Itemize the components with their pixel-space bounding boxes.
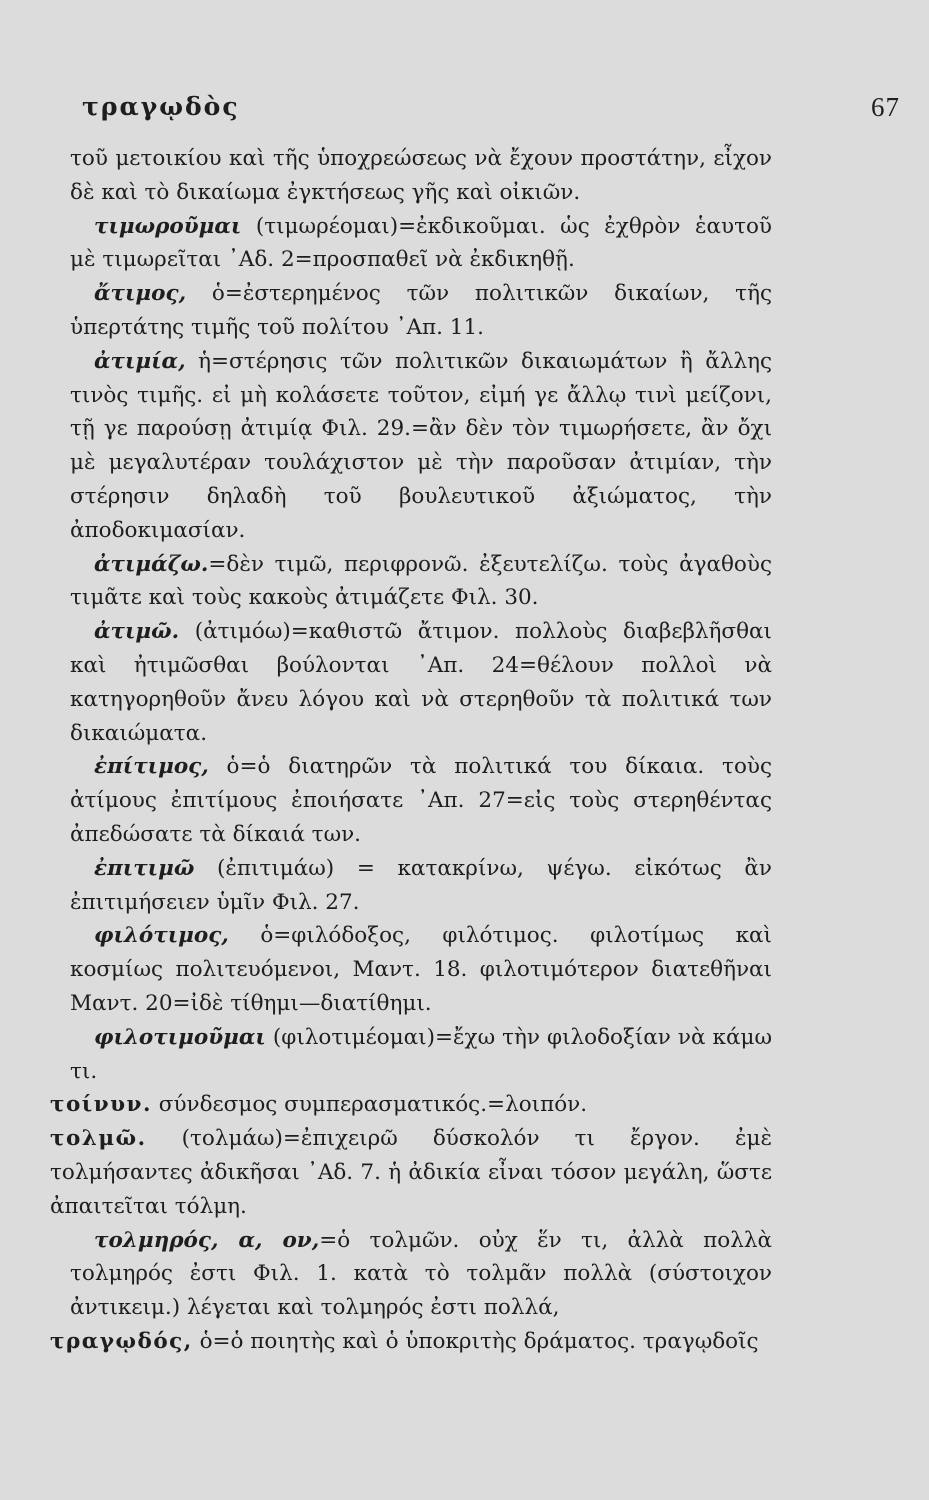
entry-lemma: φιλοτιμοῦμαι <box>94 1024 266 1050</box>
entry-text: ὁ=φιλόδοξος, φιλότιμος. φιλοτίμως καὶ κοσμίως πολιτευόμενοι, Μαντ. 18. φιλοτιμότερον διατεθῆναι Μαντ. 20=ἰδὲ τίθημι—διατίθημι. <box>70 923 772 1016</box>
entry-text: (φιλοτιμέομαι)=ἔχω τὴν φιλοδοξίαν νὰ κάμω τι. <box>70 1024 772 1084</box>
entry-lemma: φιλότιμος, <box>94 923 229 949</box>
entry-tolmo <box>50 1122 772 1223</box>
entry-tolmeros <box>70 1224 772 1325</box>
entry-text: (ἀτιμόω)=καθιστῶ ἄτιμον. πολλοὺς διαβεβλῆσθαι καὶ ἠτιμῶσθαι βούλονται ᾿Απ. 24=θέλουν πολλοὶ νὰ κατηγορηθοῦν ἄνευ λόγου καὶ νὰ στερηθοῦν τὰ πολιτικά των δικαιώματα. <box>70 619 772 746</box>
entry-philotimos <box>70 919 772 1020</box>
entry-text: ὁ=ὁ ποιητὴς καὶ ὁ ὑποκριτὴς δράματος. τραγῳδοῖς <box>192 1328 759 1354</box>
entry-timorumai <box>70 210 772 278</box>
entry-lemma: τολμηρός, α, ον, <box>94 1227 320 1253</box>
entry-text: (τολμάω)=ἐπιχειρῶ δύσκολόν τι ἔργον. ἐμὲ τολμήσαντες ἀδικῆσαι ᾿Αδ. 7. ἡ ἀδικία εἶναι τόσον μεγάλη, ὥστε ἀπαιτεῖται τόλμη. <box>50 1126 772 1219</box>
entry-toinyn <box>50 1088 772 1122</box>
entries-body <box>50 142 772 1359</box>
entry-epitimo <box>70 852 772 920</box>
entry-text: (τιμωρέομαι)=ἐκδικοῦμαι. ὡς ἐχθρὸν ἑαυτοῦ μὲ τιμωρεῖται ᾿Αδ. 2=προσπαθεῖ νὰ ἐκδικηθῇ. <box>70 213 772 273</box>
entry-text: =δὲν τιμῶ, περιφρονῶ. ἐξευτελίζω. τοὺς ἀγαθοὺς τιμᾶτε καὶ τοὺς κακοὺς ἀτιμάζετε Φιλ. 30. <box>70 551 772 611</box>
entry-text: (ἐπιτιμάω) = κατακρίνω, ψέγω. εἰκότως ἂν ἐπιτιμήσειεν ὑμῖν Φιλ. 27. <box>70 855 772 915</box>
entry-atimia <box>70 345 772 548</box>
entry-text: ὁ=ἐστερημένος τῶν πολιτικῶν δικαίων, τῆς ὑπερτάτης τιμῆς τοῦ πολίτου ᾿Απ. 11. <box>70 281 772 340</box>
entry-philotimumai <box>70 1021 772 1089</box>
entry-lemma: ἀτιμάζω. <box>94 551 209 577</box>
entry-lemma: τολμῶ. <box>50 1126 147 1152</box>
entry-text: ἡ=στέρησις τῶν πολιτικῶν δικαιωμάτων ἢ ἄλλης τινὸς τιμῆς. εἰ μὴ κολάσετε τοῦτον, εἰμή γε ἄλλῳ τινὶ μείζονι, τῇ γε παρούσῃ ἀτιμίᾳ Φιλ. 29.=ἂν δὲν τὸν τιμωρήσετε, ἂν ὄχι μὲ μεγαλυτέραν τουλάχιστον μὲ τὴν παροῦσαν ἀτιμίαν, τὴν στέρησιν δηλαδὴ τοῦ βουλευτικοῦ ἀξιώματος, τὴν ἀποδοκιμασίαν. <box>70 348 772 543</box>
entry-lemma: τοίνυν. <box>50 1092 152 1118</box>
entry-text: =ὁ τολμῶν. οὐχ ἕν τι, ἀλλὰ πολλὰ τολμηρός ἐστι Φιλ. 1. κατὰ τὸ τολμᾶν πολλὰ (σύστοιχον ἀντικειμ.) λέγεται καὶ τολμηρός ἐστι πολλά, <box>70 1227 772 1321</box>
entry-text: ὁ=ὁ διατηρῶν τὰ πολιτικά του δίκαια. τοὺς ἀτίμους ἐπιτίμους ἐποιήσατε ᾿Απ. 27=εἰς τοὺς στερηθέντας ἀπεδώσατε τὰ δίκαιά των. <box>70 754 772 847</box>
entry-text: σύνδεσμος συμπερασματικός.=λοιπόν. <box>151 1092 588 1118</box>
entry-lemma: ἐπιτιμῶ <box>94 855 195 881</box>
entry-atimo <box>70 615 772 750</box>
entry-lemma: τραγῳδός, <box>50 1328 193 1354</box>
page-header <box>70 92 900 132</box>
entry-lemma: ἀτιμῶ. <box>94 619 180 645</box>
running-head: τραγῳδὸς <box>82 92 240 121</box>
entry-lemma: ἄτιμος, <box>94 281 187 307</box>
entry-epitimos <box>70 750 772 851</box>
entry-tragodos <box>50 1325 772 1359</box>
entry-lemma: τιμωροῦμαι <box>94 213 242 239</box>
entry-continuation <box>70 142 772 210</box>
page-number: 67 <box>871 92 900 122</box>
entry-atimazo <box>70 548 772 616</box>
entry-lemma: ἀτιμία, <box>94 348 186 374</box>
entry-lemma: ἐπίτιμος, <box>94 754 209 780</box>
entry-text: τοῦ μετοικίου καὶ τῆς ὑποχρεώσεως νὰ ἔχουν προστάτην, εἶχον δὲ καὶ τὸ δικαίωμα ἐγκτήσεως γῆς καὶ οἰκιῶν. <box>70 146 772 205</box>
entry-atimos <box>70 277 772 345</box>
